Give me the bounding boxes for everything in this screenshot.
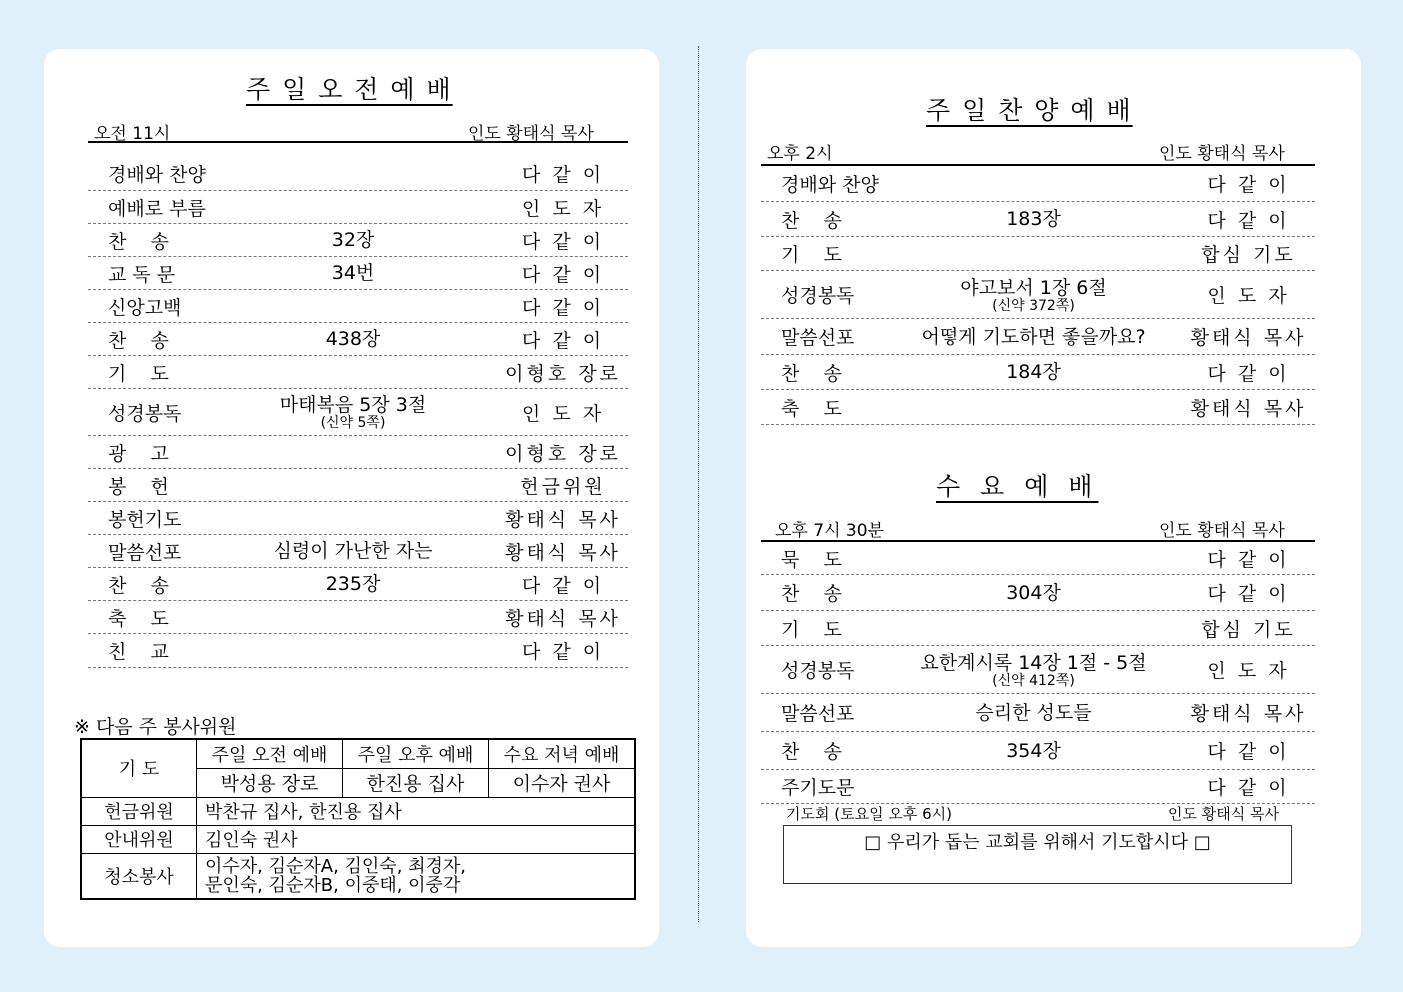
order-row (761, 237, 1315, 271)
order-detail (901, 355, 1166, 389)
order-person: 다 같 이 (1207, 777, 1290, 799)
order-row (761, 202, 1315, 237)
order-row (761, 166, 1315, 202)
order-item: 봉헌기도 (108, 508, 182, 531)
order-detail-main: 32장 (331, 229, 375, 251)
duty-service-1: 주일 오전 예배 (197, 739, 343, 768)
order-row (761, 770, 1315, 804)
order-item: 기 도 (781, 244, 842, 266)
order-person: 다 같 이 (1207, 209, 1290, 232)
order-detail (233, 323, 473, 355)
duty-cleaning-line-1: 이수자, 김순자A, 김인숙, 최경자, (205, 855, 467, 877)
order-person: 인 도 자 (1207, 285, 1290, 307)
wednesday-service-title: 수 요 예 배 (936, 472, 1099, 501)
order-item: 찬 송 (781, 741, 842, 763)
afternoon-order-list (761, 166, 1315, 425)
order-detail (901, 202, 1166, 236)
order-person: 다 같 이 (521, 574, 605, 597)
order-row (761, 319, 1315, 355)
order-person: 다 같 이 (521, 296, 605, 319)
order-item: 축 도 (108, 607, 169, 630)
order-item: 축 도 (781, 397, 842, 420)
order-detail (901, 319, 1166, 354)
order-row (761, 271, 1315, 319)
order-detail-sub: (신약 412쪽) (992, 672, 1075, 689)
order-item: 찬 송 (781, 209, 842, 232)
order-row (88, 290, 628, 323)
order-row (88, 191, 628, 224)
order-person: 헌금위원 (520, 475, 606, 498)
order-detail (901, 646, 1166, 693)
order-detail-main: 354장 (1006, 739, 1061, 762)
order-person: 다 같 이 (1207, 174, 1290, 196)
duty-prayer-name-2: 한진용 집사 (342, 768, 488, 797)
afternoon-time: 오후 2시 (767, 144, 833, 164)
prayer-meeting-label: 기도회 (토요일 오후 6시) (786, 805, 952, 823)
order-person: 다 같 이 (521, 164, 605, 186)
order-detail (233, 502, 473, 534)
order-item: 말씀선포 (781, 327, 855, 349)
order-detail (233, 224, 473, 256)
order-detail (233, 601, 473, 633)
wednesday-time: 오후 7시 30분 (775, 521, 884, 541)
prayer-request-box (783, 825, 1292, 884)
order-detail-main: 승리한 성도들 (975, 701, 1092, 724)
order-person: 황태식 목사 (1190, 703, 1307, 725)
order-person: 이형호 장로 (505, 362, 621, 385)
order-item: 경배와 찬양 (108, 164, 206, 186)
order-row (88, 157, 628, 191)
order-row (88, 436, 628, 469)
order-item: 성경봉독 (781, 660, 855, 682)
order-detail (233, 191, 473, 223)
prayer-meeting-leader: 인도 황태식 목사 (1168, 805, 1279, 823)
order-detail (901, 390, 1166, 424)
afternoon-leader: 인도 황태식 목사 (1159, 144, 1285, 164)
order-person: 이형호 장로 (505, 442, 621, 465)
order-item: 기 도 (781, 618, 842, 641)
duty-offering-label: 헌금위원 (81, 797, 197, 825)
order-detail (233, 356, 473, 388)
order-row (761, 732, 1315, 770)
duty-cleaning-line-2: 문인숙, 김순자B, 이중태, 이중각 (205, 874, 461, 896)
order-detail-main: 마태복음 5장 3절 (279, 394, 427, 416)
order-item: 찬 송 (108, 574, 169, 597)
order-item: 말씀선포 (108, 541, 182, 564)
duty-usher-names: 김인숙 권사 (197, 825, 636, 853)
wednesday-order-list (761, 542, 1315, 804)
order-detail (901, 237, 1166, 270)
morning-header-rule (88, 141, 628, 143)
wednesday-leader: 인도 황태식 목사 (1159, 521, 1285, 541)
order-detail-main: 심령이 가난한 자는 (273, 540, 433, 562)
order-person: 인 도 자 (521, 402, 605, 425)
order-person: 황태식 목사 (505, 541, 621, 564)
duty-prayer-label: 기 도 (81, 739, 197, 797)
order-row (761, 575, 1315, 611)
order-item: 성경봉독 (108, 402, 182, 425)
afternoon-service-title: 주 일 찬 양 예 배 (926, 96, 1133, 125)
order-person: 합심 기도 (1201, 244, 1296, 266)
order-person: 인 도 자 (521, 197, 605, 220)
duty-table (80, 738, 636, 900)
order-row (88, 323, 628, 356)
order-item: 친 교 (108, 641, 169, 663)
order-detail-main: 34번 (331, 262, 375, 284)
order-row (88, 389, 628, 436)
order-item: 예배로 부름 (108, 197, 206, 220)
order-detail (233, 257, 473, 289)
duty-prayer-name-1: 박성용 장로 (197, 768, 343, 797)
order-item: 성경봉독 (781, 285, 855, 307)
order-detail-sub: (신약 5쪽) (320, 415, 386, 431)
order-detail-sub: (신약 372쪽) (992, 297, 1075, 314)
order-person: 다 같 이 (521, 230, 605, 253)
order-person: 황태식 목사 (505, 508, 621, 531)
order-item: 경배와 찬양 (781, 174, 879, 196)
order-detail-main: 304장 (1006, 581, 1061, 604)
order-item: 찬 송 (108, 329, 169, 352)
order-row (761, 646, 1315, 694)
order-row (88, 568, 628, 601)
order-row (88, 634, 628, 668)
order-detail-main: 184장 (1006, 361, 1061, 383)
order-person: 인 도 자 (1207, 660, 1290, 682)
order-person: 황태식 목사 (505, 607, 621, 630)
order-person: 다 같 이 (1207, 548, 1290, 571)
order-detail (233, 290, 473, 322)
order-item: 찬 송 (781, 583, 842, 605)
prayer-request-text: □ 우리가 돕는 교회를 위해서 기도합시다 □ (864, 832, 1211, 853)
order-row (88, 257, 628, 290)
order-detail (233, 469, 473, 501)
duty-service-3: 수요 저녁 예배 (488, 739, 635, 768)
morning-order-list (88, 157, 628, 668)
order-detail-main: 235장 (325, 573, 381, 595)
duty-usher-label: 안내위원 (81, 825, 197, 853)
order-item: 말씀선포 (781, 703, 855, 725)
order-person: 다 같 이 (1207, 741, 1290, 763)
order-item: 묵 도 (781, 548, 842, 571)
order-detail (233, 436, 473, 468)
order-detail (901, 271, 1166, 318)
order-person: 다 같 이 (521, 329, 605, 352)
order-detail (901, 575, 1166, 610)
order-detail-main: 어떻게 기도하면 좋을까요? (921, 325, 1146, 348)
order-row (88, 469, 628, 502)
order-row (88, 601, 628, 634)
duty-cleaning-label: 청소봉사 (81, 853, 197, 899)
order-person: 다 같 이 (1207, 362, 1290, 385)
order-detail (901, 611, 1166, 645)
morning-leader: 인도 황태식 목사 (468, 124, 594, 144)
order-person: 다 같 이 (521, 263, 605, 286)
order-item: 찬 송 (781, 362, 842, 385)
order-item: 광 고 (108, 442, 169, 465)
morning-service-title: 주 일 오 전 예 배 (246, 75, 453, 104)
order-detail-main: 야고보서 1장 6절 (960, 276, 1107, 299)
order-row (88, 502, 628, 535)
duty-prayer-name-3: 이수자 권사 (488, 768, 635, 797)
order-row (761, 611, 1315, 646)
order-detail (901, 542, 1166, 574)
duty-cleaning-names (197, 853, 636, 899)
order-person: 다 같 이 (1207, 583, 1290, 605)
duty-service-2: 주일 오후 예배 (342, 739, 488, 768)
order-row (88, 535, 628, 568)
order-detail (901, 770, 1166, 803)
duty-heading: ※ 다음 주 봉사위원 (74, 716, 237, 738)
order-detail-main: 183장 (1006, 208, 1061, 230)
order-person: 다 같 이 (521, 641, 605, 663)
order-row (761, 355, 1315, 390)
order-row (761, 390, 1315, 425)
order-detail-main: 요한계시록 14장 1절 - 5절 (920, 651, 1147, 674)
order-detail-main: 438장 (325, 328, 381, 350)
order-item: 찬 송 (108, 230, 169, 253)
page-divider (698, 46, 699, 922)
duty-offering-names: 박찬규 집사, 한진용 집사 (197, 797, 636, 825)
order-item: 신앙고백 (108, 296, 182, 319)
order-row (88, 224, 628, 257)
order-detail (901, 694, 1166, 731)
order-item: 기 도 (108, 362, 169, 385)
order-row (88, 356, 628, 389)
order-item: 주기도문 (781, 777, 855, 799)
order-row (761, 542, 1315, 575)
order-detail (233, 634, 473, 667)
order-detail (233, 389, 473, 435)
order-row (761, 694, 1315, 732)
order-detail (233, 568, 473, 600)
order-detail (901, 166, 1166, 201)
order-detail (233, 157, 473, 190)
order-detail (233, 535, 473, 567)
order-detail (901, 732, 1166, 769)
order-person: 합심 기도 (1201, 618, 1296, 641)
morning-time: 오전 11시 (94, 124, 171, 144)
order-item: 봉 헌 (108, 475, 169, 498)
order-person: 황태식 목사 (1190, 327, 1307, 349)
order-person: 황태식 목사 (1190, 397, 1307, 420)
order-item: 교 독 문 (108, 263, 176, 286)
